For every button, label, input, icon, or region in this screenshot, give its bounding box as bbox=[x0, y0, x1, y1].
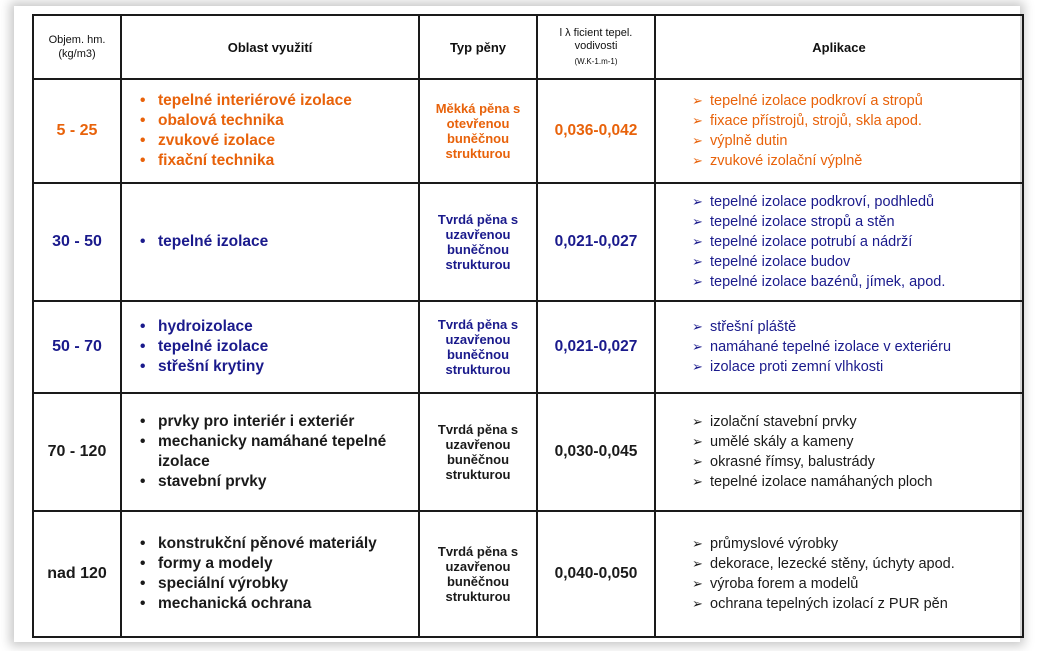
usage-cell bbox=[121, 301, 419, 393]
usage-item: • fixační technika bbox=[140, 151, 418, 171]
applications-cell bbox=[655, 79, 1023, 183]
application-item: ➢ tepelné izolace namáhaných ploch bbox=[692, 472, 1022, 492]
usage-list bbox=[122, 412, 418, 492]
header-row bbox=[33, 15, 1023, 79]
application-item: ➢ dekorace, lezecké stěny, úchyty apod. bbox=[692, 554, 1022, 574]
application-item: ➢ tepelné izolace stropů a stěn bbox=[692, 212, 1022, 232]
header-lambda-units: (W.K-1.m-1) bbox=[574, 56, 618, 66]
applications-cell bbox=[655, 511, 1023, 637]
application-item: ➢ izolace proti zemní vlhkosti bbox=[692, 357, 1022, 377]
density-cell: 50 - 70 bbox=[33, 301, 121, 393]
usage-item: • tepelné interiérové izolace bbox=[140, 91, 418, 111]
applications-list bbox=[656, 91, 1022, 171]
application-item: ➢ průmyslové výrobky bbox=[692, 534, 1022, 554]
application-item: ➢ izolační stavební prvky bbox=[692, 412, 1022, 432]
usage-item: • stavební prvky bbox=[140, 472, 418, 492]
usage-cell bbox=[121, 183, 419, 301]
application-item: ➢ tepelné izolace bazénů, jímek, apod. bbox=[692, 272, 1022, 292]
lambda-cell: 0,021-0,027 bbox=[537, 183, 655, 301]
applications-cell bbox=[655, 301, 1023, 393]
application-item: ➢ tepelné izolace potrubí a nádrží bbox=[692, 232, 1022, 252]
table-row bbox=[33, 393, 1023, 511]
usage-list bbox=[122, 91, 418, 171]
header-lambda bbox=[537, 15, 655, 79]
application-item: ➢ namáhané tepelné izolace v exteriéru bbox=[692, 337, 1022, 357]
application-item: ➢ ochrana tepelných izolací z PUR pěn bbox=[692, 594, 1022, 614]
application-item: ➢ zvukové izolační výplně bbox=[692, 151, 1022, 171]
usage-item: • tepelné izolace bbox=[140, 337, 418, 357]
header-density: Objem. hm. (kg/m3) bbox=[33, 15, 121, 79]
usage-list bbox=[122, 534, 418, 614]
foam-type-cell: Tvrdá pěna s uzavřenou buněčnou strukturou bbox=[419, 393, 537, 511]
table-row bbox=[33, 79, 1023, 183]
application-item: ➢ tepelné izolace budov bbox=[692, 252, 1022, 272]
table-row bbox=[33, 301, 1023, 393]
usage-item: • hydroizolace bbox=[140, 317, 418, 337]
table-row bbox=[33, 511, 1023, 637]
table-row bbox=[33, 183, 1023, 301]
applications-list bbox=[656, 412, 1022, 492]
usage-list bbox=[122, 232, 418, 252]
application-item: ➢ umělé skály a kameny bbox=[692, 432, 1022, 452]
application-item: ➢ výroba forem a modelů bbox=[692, 574, 1022, 594]
header-apps: Aplikace bbox=[655, 15, 1023, 79]
lambda-cell: 0,040-0,050 bbox=[537, 511, 655, 637]
density-cell: 5 - 25 bbox=[33, 79, 121, 183]
application-item: ➢ fixace přístrojů, strojů, skla apod. bbox=[692, 111, 1022, 131]
usage-item: • mechanicky namáhané tepelné izolace bbox=[140, 432, 418, 472]
applications-list bbox=[656, 317, 1022, 377]
usage-item: • tepelné izolace bbox=[140, 232, 418, 252]
usage-cell bbox=[121, 79, 419, 183]
usage-item: • střešní krytiny bbox=[140, 357, 418, 377]
usage-item: • konstrukční pěnové materiály bbox=[140, 534, 418, 554]
usage-item: • obalová technika bbox=[140, 111, 418, 131]
usage-item: • speciální výrobky bbox=[140, 574, 418, 594]
lambda-cell: 0,036-0,042 bbox=[537, 79, 655, 183]
applications-list bbox=[656, 192, 1022, 292]
usage-item: • zvukové izolace bbox=[140, 131, 418, 151]
usage-item: • mechanická ochrana bbox=[140, 594, 418, 614]
usage-cell bbox=[121, 393, 419, 511]
usage-cell bbox=[121, 511, 419, 637]
application-item: ➢ střešní pláště bbox=[692, 317, 1022, 337]
lambda-cell: 0,021-0,027 bbox=[537, 301, 655, 393]
usage-list bbox=[122, 317, 418, 377]
applications-cell bbox=[655, 393, 1023, 511]
application-item: ➢ tepelné izolace podkroví, podhledů bbox=[692, 192, 1022, 212]
applications-cell bbox=[655, 183, 1023, 301]
application-item: ➢ výplně dutin bbox=[692, 131, 1022, 151]
application-item: ➢ tepelné izolace podkroví a stropů bbox=[692, 91, 1022, 111]
foam-type-cell: Tvrdá pěna s uzavřenou buněčnou strukturou bbox=[419, 511, 537, 637]
density-cell: 30 - 50 bbox=[33, 183, 121, 301]
lambda-cell: 0,030-0,045 bbox=[537, 393, 655, 511]
density-cell: nad 120 bbox=[33, 511, 121, 637]
header-usage: Oblast využití bbox=[121, 15, 419, 79]
header-lambda-label: l λ ficient tepel. vodivosti bbox=[559, 26, 633, 52]
foam-type-cell: Tvrdá pěna s uzavřenou buněčnou strukturou bbox=[419, 301, 537, 393]
application-item: ➢ okrasné římsy, balustrády bbox=[692, 452, 1022, 472]
usage-item: • prvky pro interiér i exteriér bbox=[140, 412, 418, 432]
applications-list bbox=[656, 534, 1022, 614]
foam-type-cell: Tvrdá pěna s uzavřenou buněčnou strukturou bbox=[419, 183, 537, 301]
density-cell: 70 - 120 bbox=[33, 393, 121, 511]
usage-item: • formy a modely bbox=[140, 554, 418, 574]
foam-type-cell: Měkká pěna s otevřenou buněčnou strukturou bbox=[419, 79, 537, 183]
foam-properties-table bbox=[32, 14, 1024, 638]
header-foam: Typ pěny bbox=[419, 15, 537, 79]
